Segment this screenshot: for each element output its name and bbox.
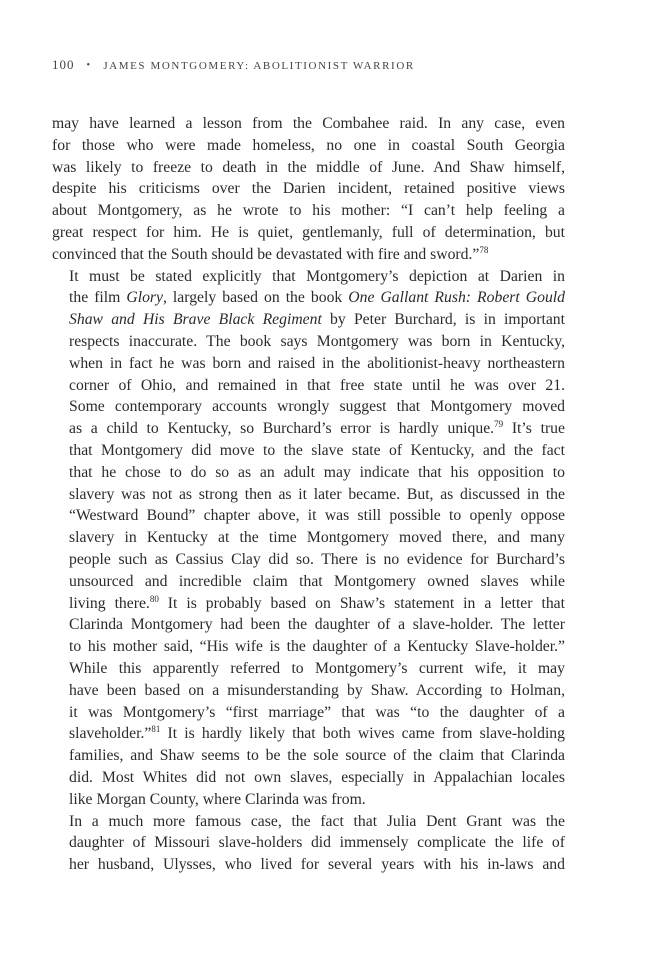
book-title: One Gallant Rush: Robert Gould — [348, 289, 565, 307]
text-line: despite his criticisms over the Darien incident, retained positive views — [52, 180, 565, 198]
text-line: families, and Shaw seems to be the sole source of the claim that Clarinda — [69, 747, 565, 765]
text-line: when in fact he was born and raised in the abolitionist-heavy northeastern — [69, 354, 565, 372]
text-segment: by Peter Burchard, is in important — [321, 311, 566, 329]
book-title-cont: Shaw and His Brave Black Regiment — [69, 311, 322, 329]
header-separator: • — [86, 60, 92, 71]
paragraph-1 — [52, 113, 565, 266]
text-line — [52, 287, 565, 309]
text-line — [52, 244, 565, 266]
text-segment: the film — [69, 289, 127, 307]
page-number: 100 — [52, 57, 75, 72]
text-line: “Westward Bound” chapter above, it was still possible to openly oppose — [69, 507, 565, 525]
running-title: JAMES MONTGOMERY: ABOLITIONIST WARRIOR — [103, 60, 415, 72]
paragraph-3 — [52, 811, 565, 876]
text-line: corner of Ohio, and remained in that free state until he was over 21. — [69, 376, 565, 394]
text-line — [52, 418, 565, 440]
text-line — [52, 309, 565, 331]
paragraph-2 — [52, 266, 565, 811]
text-line: slavery was not as strong then as it later became. But, as discussed in the — [69, 485, 565, 503]
text-line: have been based on a misunderstanding by Shaw. According to Holman, — [69, 681, 565, 699]
text-line: like Morgan County, where Clarinda was from. — [69, 790, 366, 808]
running-header — [52, 57, 415, 73]
text-line: slavery in Kentucky at the time Montgomery moved there, and many — [69, 529, 565, 547]
text-line: for those who were made homeless, no one in coastal South Georgia — [52, 136, 565, 154]
footnote-ref-81: 81 — [151, 724, 161, 735]
text-line: It must be stated explicitly that Montgomery’s depiction at Darien in — [69, 267, 565, 285]
text-line: great respect for him. He is quiet, gentlemanly, full of determination, but — [52, 223, 565, 241]
text-segment: , largely based on the book — [162, 289, 349, 307]
text-segment: convinced that the South should be devastated with fire and sword.” — [52, 245, 480, 263]
text-line: While this apparently referred to Montgomery’s current wife, it may — [69, 659, 565, 677]
text-line — [52, 723, 565, 745]
text-line: Clarinda Montgomery had been the daughter of a slave-holder. The letter — [69, 616, 565, 634]
text-segment: It is probably based on Shaw’s statement in a letter that — [158, 594, 565, 612]
text-line: unsourced and incredible claim that Montgomery owned slaves while — [69, 572, 565, 590]
footnote-ref-79: 79 — [494, 419, 504, 430]
text-line: Some contemporary accounts wrongly suggest that Montgomery moved — [69, 398, 565, 416]
text-line: did. Most Whites did not own slaves, especially in Appalachian locales — [69, 768, 565, 786]
text-segment: as a child to Kentucky, so Burchard’s error is hardly unique. — [69, 420, 495, 438]
text-segment: It is hardly likely that both wives came from slave-holding — [160, 725, 565, 743]
text-line: that he chose to do so as an adult may indicate that his opposition to — [69, 463, 565, 481]
text-segment: slaveholder.” — [69, 725, 152, 743]
text-segment: It’s true — [503, 420, 565, 438]
text-line: was likely to freeze to death in the middle of June. And Shaw himself, — [52, 158, 565, 176]
text-line: to his mother said, “His wife is the daughter of a Kentucky Slave-holder.” — [69, 638, 565, 656]
text-line: respects inaccurate. The book says Montgomery was born in Kentucky, — [69, 332, 565, 350]
text-line — [52, 593, 565, 615]
text-segment: living there. — [69, 594, 150, 612]
text-line: about Montgomery, as he wrote to his mother: “I can’t help feeling a — [52, 202, 565, 220]
footnote-ref-80: 80 — [149, 593, 159, 604]
text-line: it was Montgomery’s “first marriage” that was “to the daughter of a — [69, 703, 565, 721]
text-line: daughter of Missouri slave-holders did immensely complicate the life of — [69, 834, 565, 852]
text-line: In a much more famous case, the fact that Julia Dent Grant was the — [69, 812, 565, 830]
body-text — [52, 113, 565, 876]
text-line: may have learned a lesson from the Combahee raid. In any case, even — [52, 115, 565, 132]
film-title-glory: Glory — [126, 289, 163, 307]
text-line: her husband, Ulysses, who lived for several years with his in-laws and — [69, 856, 565, 874]
footnote-ref-78: 78 — [479, 244, 489, 255]
text-line: people such as Cassius Clay did so. There is no evidence for Burchard’s — [69, 550, 565, 568]
text-line: that Montgomery did move to the slave state of Kentucky, and the fact — [69, 441, 565, 459]
